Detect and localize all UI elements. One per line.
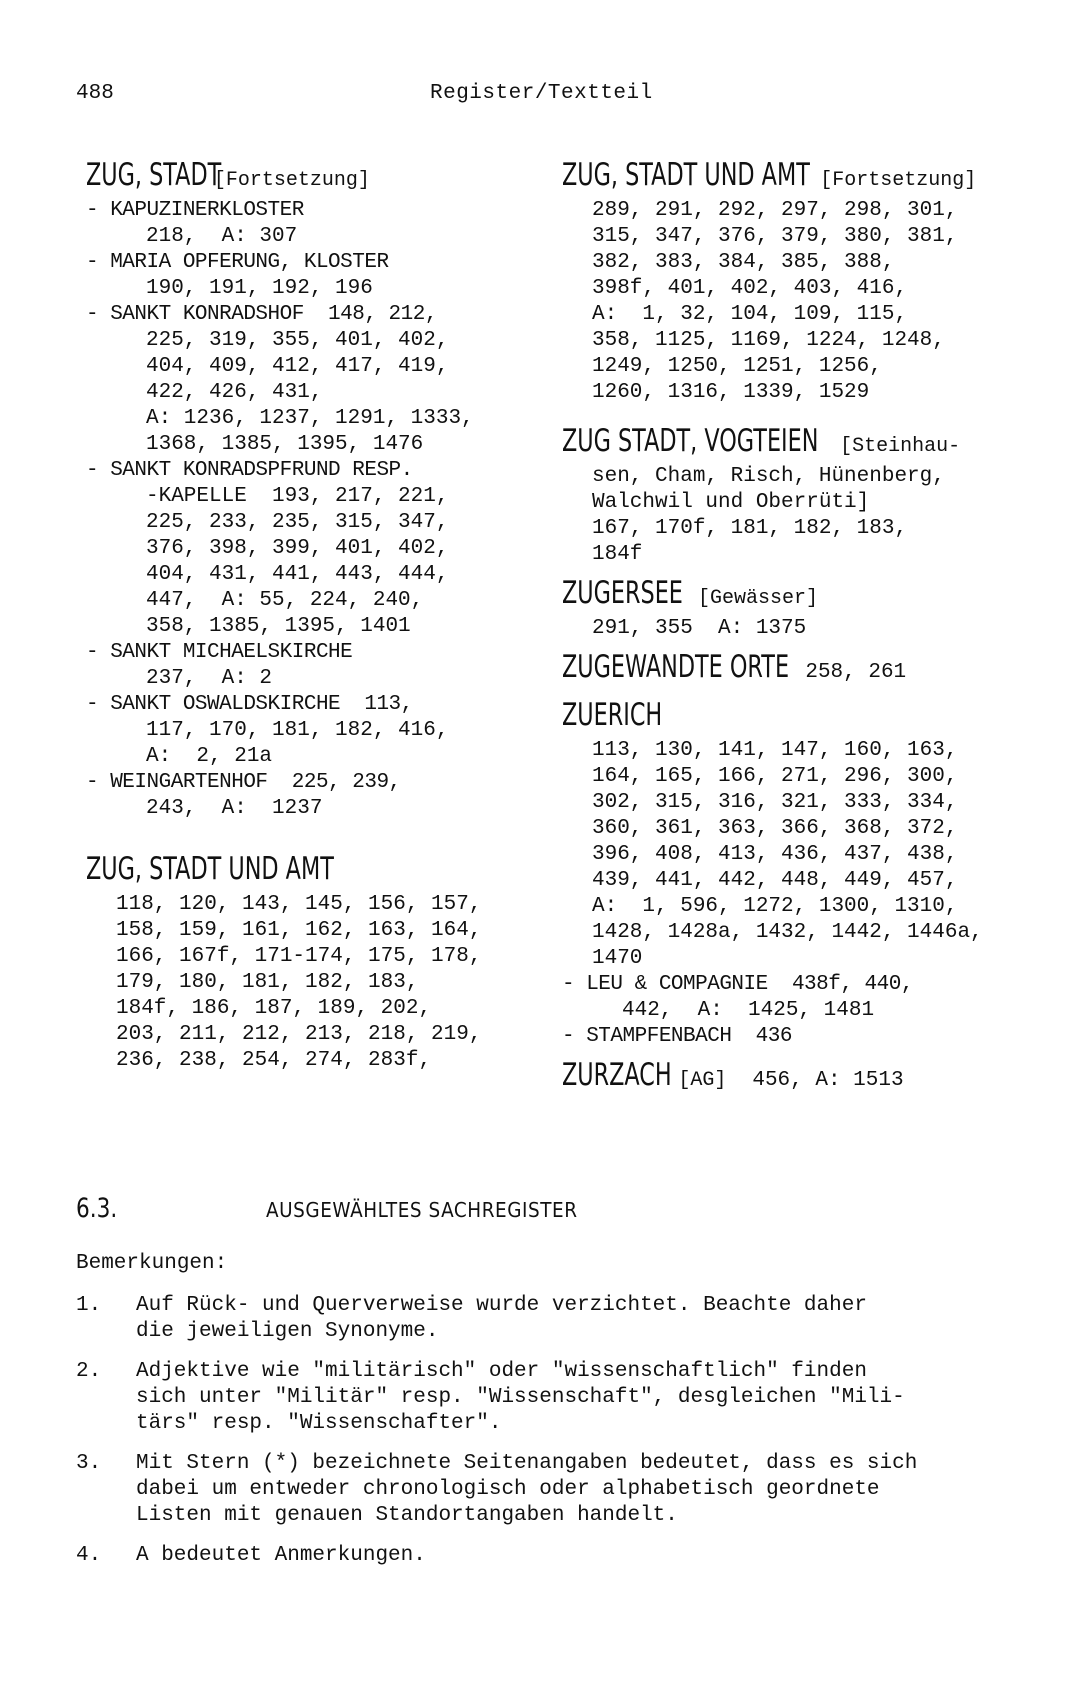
entry-line: 315, 347, 376, 379, 380, 381, xyxy=(592,225,958,248)
entry-line: 360, 361, 363, 366, 368, 372, xyxy=(592,817,958,840)
subentry-label: - LEU & COMPAGNIE 438f, 440, xyxy=(562,973,913,996)
entry-line: 1249, 1250, 1251, 1256, xyxy=(592,355,882,378)
subentry-label: - SANKT MICHAELSKIRCHE xyxy=(86,641,353,664)
subentry-line: 1368, 1385, 1395, 1476 xyxy=(146,433,424,456)
subentry-line: 358, 1385, 1395, 1401 xyxy=(146,615,411,638)
entry-refs: 258, 261 xyxy=(805,661,907,684)
entry-line: 398f, 401, 402, 403, 416, xyxy=(592,277,908,300)
entry-line: A: 1, 596, 1272, 1300, 1310, xyxy=(592,895,958,918)
subentry-label: - SANKT OSWALDSKIRCHE 113, xyxy=(86,693,413,716)
entry-note: [Fortsetzung] xyxy=(820,169,977,192)
entry-heading: ZUG, STADT UND AMT xyxy=(86,851,334,887)
entry-heading: ZUERICH xyxy=(562,697,663,733)
index-entry-zuerich xyxy=(562,698,1062,1050)
subentry-line: 442, A: 1425, 1481 xyxy=(622,999,875,1022)
subentry-line: 190, 191, 192, 196 xyxy=(146,277,373,300)
entry-note: [Steinhau- xyxy=(840,435,961,458)
section-number: 6.3. xyxy=(76,1193,118,1224)
entry-line: 167, 170f, 181, 182, 183, xyxy=(592,517,908,540)
entry-line: 158, 159, 161, 162, 163, 164, xyxy=(116,919,482,942)
index-entry-zug-stadt-und-amt-cont xyxy=(562,158,1062,406)
entry-line: 184f, 186, 187, 189, 202, xyxy=(116,997,432,1020)
index-entry-zug-stadt-vogteien xyxy=(562,424,1062,568)
entry-heading: ZUG STADT, VOGTEIEN xyxy=(562,423,819,459)
subentry-label: - MARIA OPFERUNG, KLOSTER xyxy=(86,251,389,274)
entry-line: A: 1, 32, 104, 109, 115, xyxy=(592,303,908,326)
remark-item xyxy=(76,1451,1066,1529)
index-entry-zurzach xyxy=(562,1058,1062,1098)
index-entry-zug-stadt xyxy=(86,158,556,822)
subentry-line: 225, 319, 355, 401, 402, xyxy=(146,329,449,352)
index-entry-zug-stadt-und-amt xyxy=(86,852,556,1074)
remark-number: 2. xyxy=(76,1360,102,1383)
subentry-line: -KAPELLE 193, 217, 221, xyxy=(146,485,449,508)
page-header xyxy=(0,82,1086,112)
entry-line: Walchwil und Oberrüti] xyxy=(592,491,870,514)
remark-text: A bedeutet Anmerkungen. xyxy=(136,1544,426,1567)
entry-line: 179, 180, 181, 182, 183, xyxy=(116,971,419,994)
remarks-list xyxy=(76,1293,1066,1569)
entry-heading: ZUG, STADT xyxy=(86,157,222,193)
subentry-line: 404, 409, 412, 417, 419, xyxy=(146,355,449,378)
remark-text: Mit Stern (*) bezeichnete Seitenangaben bedeutet, dass es sich dabei um entweder chronologisch oder alphabetisch geordnete Listen mit genauen Standortangaben handelt. xyxy=(136,1452,918,1527)
remark-number: 1. xyxy=(76,1294,102,1317)
entry-line: 166, 167f, 171-174, 175, 178, xyxy=(116,945,482,968)
subentry-line: 422, 426, 431, xyxy=(146,381,323,404)
entry-line: 203, 211, 212, 213, 218, 219, xyxy=(116,1023,482,1046)
subentry-line: 218, A: 307 xyxy=(146,225,298,248)
remark-text: Adjektive wie "militärisch" oder "wissenschaftlich" finden sich unter "Militär" resp. "Wissenschaft", desgleichen "Mili- tärs" resp. "Wissenschafter". xyxy=(136,1360,905,1435)
subentry-line: A: 2, 21a xyxy=(146,745,273,768)
remark-text: Auf Rück- und Querverweise wurde verzichtet. Beachte daher die jeweiligen Synonyme. xyxy=(136,1294,867,1343)
entry-line: 118, 120, 143, 145, 156, 157, xyxy=(116,893,482,916)
remark-item xyxy=(76,1359,1066,1437)
subentry-line: A: 1236, 1237, 1291, 1333, xyxy=(146,407,474,430)
running-title: Register/Textteil xyxy=(430,82,653,105)
entry-refs: 456, A: 1513 xyxy=(752,1069,904,1092)
entry-note: [Fortsetzung] xyxy=(213,169,370,192)
entry-line: 164, 165, 166, 271, 296, 300, xyxy=(592,765,958,788)
entry-line: sen, Cham, Risch, Hünenberg, xyxy=(592,465,945,488)
subentry-line: 237, A: 2 xyxy=(146,667,273,690)
subentry-label: - SANKT KONRADSPFRUND RESP. xyxy=(86,459,413,482)
entry-heading: ZUGERSEE xyxy=(562,575,683,611)
subentry-label: - WEINGARTENHOF 225, 239, xyxy=(86,771,401,794)
entry-heading: ZUGEWANDTE ORTE xyxy=(562,649,790,685)
index-entry-zugewandte-orte xyxy=(562,650,1062,690)
subentry-line: 117, 170, 181, 182, 416, xyxy=(146,719,449,742)
subentry-label: - SANKT KONRADSHOF 148, 212, xyxy=(86,303,437,326)
subentry-line: 225, 233, 235, 315, 347, xyxy=(146,511,449,534)
right-column xyxy=(562,158,1062,1098)
section-title: AUSGEWÄHLTES SACHREGISTER xyxy=(266,1198,578,1222)
remark-number: 3. xyxy=(76,1452,102,1475)
left-column xyxy=(86,158,556,1074)
remark-item xyxy=(76,1543,1066,1569)
index-entry-zugersee xyxy=(562,576,1062,642)
entry-line: 236, 238, 254, 274, 283f, xyxy=(116,1049,432,1072)
remark-item xyxy=(76,1293,1066,1345)
entry-line: 1260, 1316, 1339, 1529 xyxy=(592,381,870,404)
entry-line: 113, 130, 141, 147, 160, 163, xyxy=(592,739,958,762)
entry-note: [Gewässer] xyxy=(697,587,818,610)
entry-line: 184f xyxy=(592,543,643,566)
subentry-line: 447, A: 55, 224, 240, xyxy=(146,589,424,612)
entry-heading: ZURZACH xyxy=(562,1057,672,1093)
entry-line: 396, 408, 413, 436, 437, 438, xyxy=(592,843,958,866)
entry-line: 289, 291, 292, 297, 298, 301, xyxy=(592,199,958,222)
entry-line: 382, 383, 384, 385, 388, xyxy=(592,251,895,274)
entry-line: 302, 315, 316, 321, 333, 334, xyxy=(592,791,958,814)
subentry-line: 243, A: 1237 xyxy=(146,797,323,820)
remark-number: 4. xyxy=(76,1544,102,1567)
section-sachregister xyxy=(76,1192,1066,1583)
entry-line: 1470 xyxy=(592,947,643,970)
entry-note: [AG] xyxy=(678,1069,727,1092)
subentry-line: 404, 431, 441, 443, 444, xyxy=(146,563,449,586)
remarks-label: Bemerkungen: xyxy=(76,1252,228,1275)
page-number: 488 xyxy=(76,82,114,105)
entry-heading: ZUG, STADT UND AMT xyxy=(562,157,810,193)
entry-line: 291, 355 A: 1375 xyxy=(592,617,807,640)
subentry-label: - KAPUZINERKLOSTER xyxy=(86,199,304,222)
subentry-label: - STAMPFENBACH 436 xyxy=(562,1025,792,1048)
subentry-line: 376, 398, 399, 401, 402, xyxy=(146,537,449,560)
entry-line: 439, 441, 442, 448, 449, 457, xyxy=(592,869,958,892)
entry-line: 358, 1125, 1169, 1224, 1248, xyxy=(592,329,945,352)
entry-line: 1428, 1428a, 1432, 1442, 1446a, xyxy=(592,921,983,944)
